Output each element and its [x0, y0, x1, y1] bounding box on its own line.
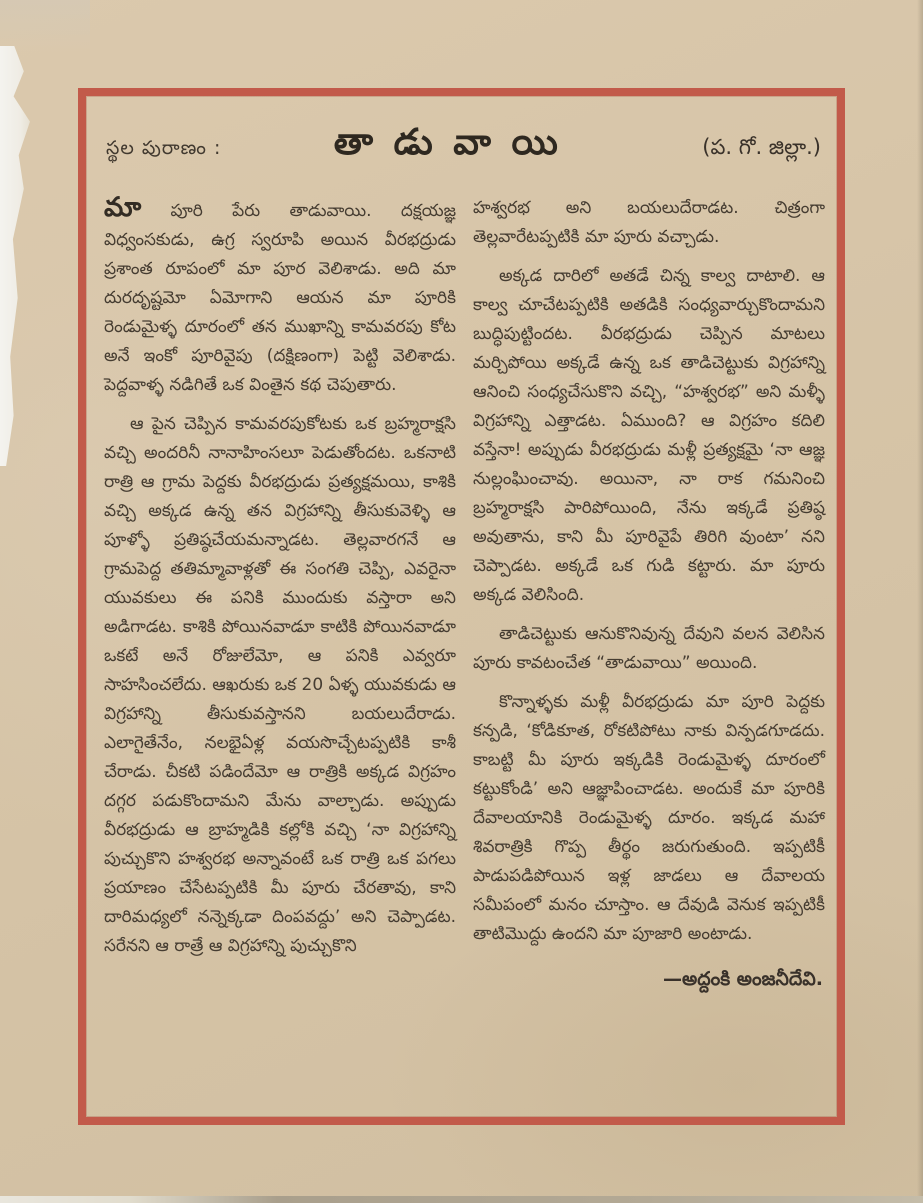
- page-corner-shading: [0, 0, 90, 52]
- drop-cap: మా: [104, 192, 142, 223]
- author-signature: —అద్దంకి అంజనీదేవి.: [663, 968, 823, 990]
- paragraph: ఆ పైన చెప్పిన కామవరపుకోటకు ఒక బ్రహ్మరాక్షసి వచ్చి అందరినీ నానాహింసలూ పెడుతోందట. ఒకనాటి రాత్రి ఆ గ్రామ పెద్దకు వీరభద్రుడు ప్రత్యక్షమయి, కాశికి వచ్చి అక్కడ ఉన్న తన విగ్రహాన్ని తీసుకువెళ్ళి ఆ పూళ్ళో ప్రతిష్ఠచేయమన్నాడట. తెల్లవారగనే ఆ గ్రామపెద్ద తతిమ్మావాళ్లతో ఈ సంగతి చెప్పి, ఎవరైనా యువకులు ఈ పనికి ముందుకు వస్తారా అని అడిగాడట. కాశికి పోయినవాడూ కాటికి పోయినవాడూ ఒకటే అనే రోజులేమో, ఆ పనికి ఎవ్వరూ సాహసించలేదు. ఆఖరుకు ఒక 20 ఏళ్ళ యువకుడు ఆ విగ్రహాన్ని తీసుకువస్తానని బయలుదేరాడు. ఎలాగైతేనేం, నలభైఏళ్ల వయసొచ్చేటప్పటికి కాశీ చేరాడు. చీకటి పడిందేమో ఆ రాత్రికి అక్కడ విగ్రహం దగ్గర పడుకొందామని మేను వాల్చాడు. అప్పుడు వీరభద్రుడు ఆ బ్రాహ్మడికి కల్లోకి వచ్చి ‘నా విగ్రహాన్ని పుచ్చుకొని హశ్వరభ అన్నావంటే ఒక రాత్రి ఒక పగలు ప్రయాణం చేసేటప్పటికి మీ పూరు చేరతావు, కాని దారిమధ్యలో నన్నెక్కడా దింపవద్దు’ అని చెప్పాడట. సరేనని ఆ రాత్రే ఆ విగ్రహాన్ని పుచ్చుకొని: [104, 414, 456, 956]
- paragraph: హశ్వరభ అని బయలుదేరాడట. చిత్రంగా తెల్లవారేటప్పటికి మా పూరు వచ్చాడు.: [473, 198, 825, 247]
- left-column: [104, 194, 456, 994]
- article-title: తా డు వా యి: [333, 122, 562, 163]
- page-bottom-edge: [0, 1196, 923, 1203]
- article-header: [100, 116, 825, 186]
- torn-paper-edge: [0, 46, 34, 466]
- article-body: [100, 186, 825, 994]
- right-column: [473, 194, 825, 994]
- page-edge-shading: [917, 0, 923, 1203]
- page-border-frame: [78, 88, 845, 1125]
- paragraph-text: పూరి పేరు తాడువాయి. దక్షయజ్ఞ విధ్వంసకుడు, ఉగ్ర స్వరూపి అయిన వీరభద్రుడు ప్రశాంత రూపంలో మా పూర వెలిశాడు. అది మా దురదృష్టమో ఏమోగాని ఆయన మా పూరికి రెండుమైళ్ళ దూరంలో తన ముఖాన్ని కామవరపు కోట అనే ఇంకో పూరివైపు (దక్షిణంగా) పెట్టి వెలిశాడు. పెద్దవాళ్ళ నడిగితే ఒక వింతైన కథ చెపుతారు.: [104, 201, 457, 395]
- paragraph: అక్కడ దారిలో అతడే చిన్న కాల్వ దాటాలి. ఆ కాల్వ చూచేటప్పటికి అతడికి సంధ్యవార్చుకొందామని బుద్ధిపుట్టిందట. వీరభద్రుడు చెప్పిన మాటలు మర్చిపోయి అక్కడే ఉన్న ఒక తాడిచెట్టుకు విగ్రహాన్ని ఆనించి సంధ్యచేసుకొని వచ్చి, “హశ్వరభ” అని మళ్ళీ విగ్రహాన్ని ఎత్తాడట. ఏముంది? ఆ విగ్రహం కదిలి వస్తేనా! అప్పుడు వీరభద్రుడు మళ్లీ ప్రత్యక్షమై ‘నా ఆజ్ఞ నుల్లంఘించావు. అయినా, నా రాక గమనించి బ్రహ్మరాక్షసి పారిపోయింది, నేను ఇక్కడే ప్రతిష్ఠ అవుతాను, కాని మీ పూరివైపే తిరిగి వుంటా’ నని చెప్పాడట. అక్కడే ఒక గుడి కట్టారు. మా పూరు అక్కడ వెలిసింది.: [473, 266, 825, 605]
- section-label: స్థల పురాణం :: [106, 137, 222, 159]
- paragraph: కొన్నాళ్ళకు మళ్లీ వీరభద్రుడు మా పూరి పెద్దకు కన్పడి, ‘కోడికూత, రోకటిపోటు నాకు విన్పడగూడదు. కాబట్టి మీ పూరు ఇక్కడికి రెండుమైళ్ళ దూరంలో కట్టుకోండి’ అని ఆజ్ఞాపించాడట. అందుకే మా పూరికి దేవాలయానికి రెండుమైళ్ళ దూరం. ఇక్కడ మహా శివరాత్రికి గొప్ప తీర్థం జరుగుతుంది. ఇప్పటికీ పాడుపడిపోయిన ఇళ్ల జాడలు ఆ దేవాలయ సమీపంలో మనం చూస్తాం. ఆ దేవుడి వెనుక ఇప్పటికీ తాటిమొద్దు ఉందని మా పూజారి అంటాడు.: [473, 692, 825, 944]
- paragraph: [104, 194, 456, 400]
- district-label: (ప. గో. జిల్లా.): [702, 135, 821, 159]
- paragraph: తాడిచెట్టుకు ఆనుకొనివున్న దేవుని వలన వెలిసిన పూరు కావటంచేత “తాడువాయి” అయింది.: [473, 624, 825, 673]
- page-content: [86, 96, 837, 1117]
